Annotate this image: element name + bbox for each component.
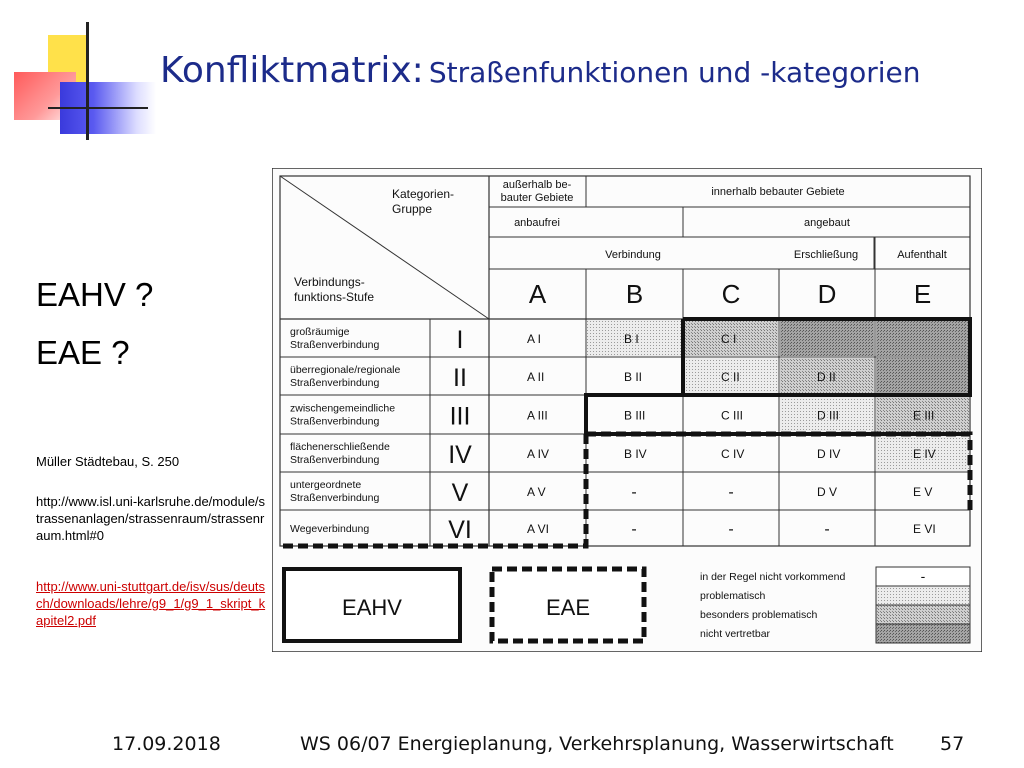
- source-citation: Müller Städtebau, S. 250: [36, 454, 180, 469]
- url-isl-karlsruhe: http://www.isl.uni-karlsruhe.de/module/strassenanlagen/strassenraum/strassenraum.html#0: [36, 494, 266, 543]
- outside-built-up-label: bauter Gebiete: [500, 192, 574, 204]
- footer-date: 17.09.2018: [112, 733, 221, 755]
- row-function-label: Straßenverbindung: [290, 339, 380, 351]
- shade-cell: [876, 358, 969, 394]
- shade-cell: [780, 320, 874, 356]
- row-roman-numeral: IV: [448, 441, 472, 469]
- column-letter: D: [817, 279, 837, 309]
- conflict-matrix-figure: [272, 168, 982, 652]
- column-letter: B: [625, 279, 644, 309]
- logo-vertical-line: [86, 22, 89, 140]
- matrix-cell: E III: [913, 408, 935, 423]
- legend-item-text: problematisch: [700, 590, 766, 602]
- row-function-label: überregionale/regionale: [290, 364, 401, 376]
- verbindung-label: Verbindung: [605, 249, 661, 261]
- slide-title: [160, 50, 921, 91]
- matrix-cell: -: [631, 521, 637, 538]
- title-sub: Straßenfunktionen und -kategorien: [428, 56, 921, 89]
- inside-built-up-label: innerhalb bebauter Gebiete: [711, 186, 845, 198]
- matrix-cell: B I: [624, 332, 639, 346]
- title-main: Konfliktmatrix:: [160, 50, 424, 91]
- matrix-cell: -: [824, 521, 830, 538]
- matrix-cell: E V: [913, 485, 933, 499]
- corner-top-label: Gruppe: [392, 202, 433, 216]
- matrix-cell: B IV: [624, 447, 647, 461]
- footer-course: WS 06/07 Energieplanung, Verkehrsplanung, Wasserwirtschaft: [300, 733, 894, 755]
- matrix-cell: D IV: [817, 447, 841, 461]
- row-roman-numeral: V: [451, 479, 469, 507]
- legend-swatch: [876, 586, 970, 605]
- matrix-cell: C III: [721, 408, 744, 423]
- legend-eae-label: EAE: [545, 595, 591, 620]
- aufenthalt-label: Aufenthalt: [897, 249, 947, 261]
- matrix-cell: C II: [721, 370, 740, 384]
- matrix-cell: A III: [527, 408, 548, 423]
- row-function-label: Wegeverbindung: [290, 523, 370, 535]
- matrix-cell: E VI: [913, 522, 936, 536]
- matrix-cell: D V: [817, 485, 838, 499]
- corner-top-label: Kategorien-: [392, 187, 455, 201]
- conflict-matrix-svg: [272, 168, 982, 652]
- row-roman-numeral: I: [456, 326, 464, 354]
- matrix-cell: -: [728, 521, 734, 538]
- matrix-cell: D II: [817, 370, 836, 384]
- matrix-cell: A V: [527, 485, 546, 499]
- column-letter: E: [913, 279, 932, 309]
- matrix-cell: A II: [527, 370, 545, 384]
- matrix-cell: -: [728, 484, 734, 501]
- angebaut-label: angebaut: [804, 217, 850, 229]
- corner-bottom-label: funktions-Stufe: [294, 290, 375, 304]
- matrix-cell: C IV: [721, 447, 745, 461]
- corner-bottom-label: Verbindungs-: [294, 275, 365, 289]
- column-letter: A: [528, 279, 547, 309]
- legend-swatch: [876, 624, 970, 643]
- question-eae: EAE ?: [36, 334, 130, 371]
- outside-built-up-label: außerhalb be-: [502, 179, 572, 191]
- legend-swatch: [876, 605, 970, 624]
- shade-cell: [876, 320, 969, 356]
- matrix-cell: B III: [624, 408, 646, 423]
- row-function-label: flächenerschließende: [290, 441, 390, 453]
- legend-item-text: nicht vertretbar: [700, 628, 771, 640]
- erschliessung-label: Erschließung: [793, 249, 859, 261]
- slide-logo: [0, 0, 160, 145]
- matrix-cell: -: [631, 484, 637, 501]
- logo-horizontal-line: [48, 107, 148, 109]
- question-eahv: EAHV ?: [36, 276, 154, 313]
- row-roman-numeral: VI: [448, 516, 472, 544]
- row-function-label: Straßenverbindung: [290, 454, 380, 466]
- legend-item-text: in der Regel nicht vorkommend: [700, 571, 846, 583]
- url-uni-stuttgart-link[interactable]: http://www.uni-stuttgart.de/isv/sus/deutsch/downloads/lehre/g9_1/g9_1_skript_kapitel2.pdf: [36, 579, 266, 628]
- matrix-cell: A IV: [527, 447, 550, 461]
- row-function-label: untergeordnete: [290, 479, 362, 491]
- row-roman-numeral: II: [453, 364, 467, 392]
- matrix-cell: E IV: [913, 447, 936, 461]
- legend-symbol: -: [920, 568, 926, 584]
- matrix-cell: C I: [721, 332, 737, 346]
- row-roman-numeral: III: [449, 402, 471, 431]
- row-function-label: großräumige: [290, 326, 350, 338]
- matrix-cell: B II: [624, 370, 643, 384]
- row-function-label: zwischengemeindliche: [290, 402, 396, 415]
- column-letter: C: [721, 279, 741, 309]
- matrix-cell: A I: [527, 332, 542, 346]
- anbaufrei-label: anbaufrei: [514, 217, 560, 229]
- matrix-cell: D III: [817, 408, 840, 423]
- row-function-label: Straßenverbindung: [290, 377, 380, 389]
- row-function-label: Straßenverbindung: [290, 492, 380, 504]
- legend-eahv-label: EAHV: [342, 595, 402, 620]
- footer-page-number: 57: [940, 733, 965, 755]
- legend-item-text: besonders problematisch: [700, 609, 818, 621]
- row-function-label: Straßenverbindung: [290, 415, 380, 428]
- matrix-cell: A VI: [527, 522, 550, 536]
